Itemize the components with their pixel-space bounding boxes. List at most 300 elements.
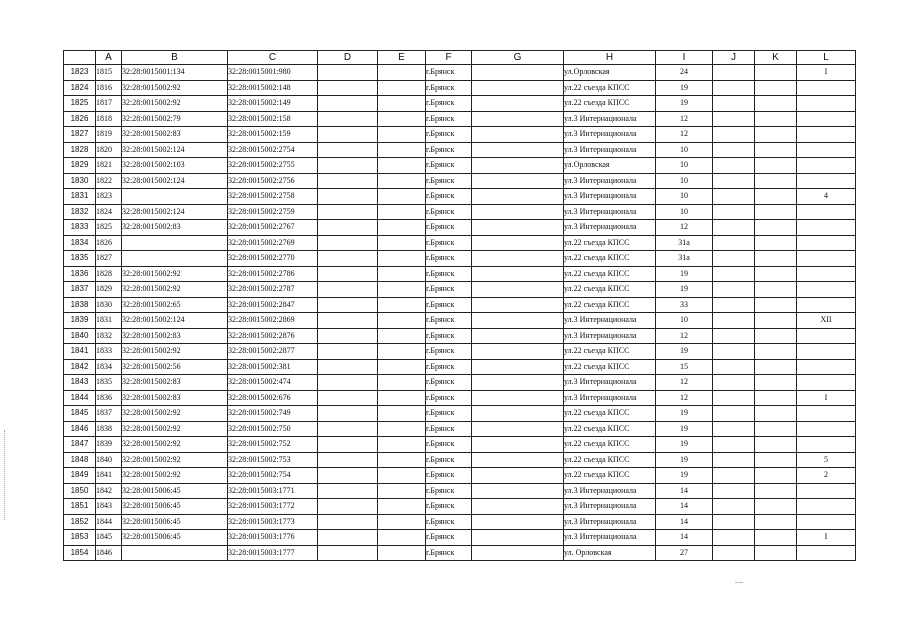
cell-l[interactable]: 5 (797, 452, 856, 468)
cell-d[interactable] (318, 297, 378, 313)
cell-i[interactable]: 10 (656, 313, 713, 329)
column-header-b[interactable]: B (122, 51, 228, 65)
cell-b[interactable]: 32:28:0015002:92 (122, 266, 228, 282)
cell-f[interactable]: г.Брянск (426, 235, 472, 251)
row-number[interactable]: 1839 (64, 313, 96, 329)
cell-a[interactable]: 1833 (96, 344, 122, 360)
cell-b[interactable]: 32:28:0015006:45 (122, 514, 228, 530)
cell-k[interactable] (755, 390, 797, 406)
cell-l[interactable] (797, 251, 856, 267)
cell-c[interactable]: 32:28:0015002:2847 (228, 297, 318, 313)
cell-a[interactable]: 1845 (96, 530, 122, 546)
cell-l[interactable] (797, 173, 856, 189)
cell-b[interactable]: 32:28:0015001:134 (122, 65, 228, 81)
cell-j[interactable] (713, 421, 755, 437)
cell-g[interactable] (472, 173, 564, 189)
cell-k[interactable] (755, 297, 797, 313)
row-number[interactable]: 1833 (64, 220, 96, 236)
cell-i[interactable]: 19 (656, 452, 713, 468)
cell-e[interactable] (378, 142, 426, 158)
cell-h[interactable]: ул.Орловская (564, 158, 656, 174)
cell-c[interactable]: 32:28:0015002:2769 (228, 235, 318, 251)
cell-i[interactable]: 19 (656, 266, 713, 282)
cell-h[interactable]: ул.3 Интернационала (564, 142, 656, 158)
cell-f[interactable]: г.Брянск (426, 437, 472, 453)
row-number[interactable]: 1837 (64, 282, 96, 298)
cell-d[interactable] (318, 127, 378, 143)
cell-d[interactable] (318, 96, 378, 112)
cell-g[interactable] (472, 499, 564, 515)
cell-d[interactable] (318, 189, 378, 205)
cell-j[interactable] (713, 545, 755, 561)
cell-l[interactable] (797, 344, 856, 360)
cell-c[interactable]: 32:28:0015002:2758 (228, 189, 318, 205)
cell-b[interactable]: 32:28:0015002:92 (122, 96, 228, 112)
cell-j[interactable] (713, 468, 755, 484)
cell-f[interactable]: г.Брянск (426, 468, 472, 484)
cell-c[interactable]: 32:28:0015002:148 (228, 80, 318, 96)
cell-a[interactable]: 1824 (96, 204, 122, 220)
cell-a[interactable]: 1843 (96, 499, 122, 515)
cell-k[interactable] (755, 468, 797, 484)
cell-j[interactable] (713, 483, 755, 499)
cell-j[interactable] (713, 142, 755, 158)
cell-f[interactable]: г.Брянск (426, 406, 472, 422)
cell-e[interactable] (378, 390, 426, 406)
cell-h[interactable]: ул.3 Интернационала (564, 375, 656, 391)
cell-e[interactable] (378, 235, 426, 251)
cell-a[interactable]: 1819 (96, 127, 122, 143)
cell-g[interactable] (472, 406, 564, 422)
cell-e[interactable] (378, 406, 426, 422)
cell-c[interactable]: 32:28:0015002:749 (228, 406, 318, 422)
cell-b[interactable]: 32:28:0015006:45 (122, 483, 228, 499)
cell-e[interactable] (378, 545, 426, 561)
row-number[interactable]: 1845 (64, 406, 96, 422)
row-number[interactable]: 1841 (64, 344, 96, 360)
row-number[interactable]: 1843 (64, 375, 96, 391)
cell-g[interactable] (472, 251, 564, 267)
cell-j[interactable] (713, 282, 755, 298)
cell-b[interactable]: 32:28:0015002:124 (122, 173, 228, 189)
cell-g[interactable] (472, 468, 564, 484)
cell-k[interactable] (755, 452, 797, 468)
cell-g[interactable] (472, 344, 564, 360)
cell-h[interactable]: ул.3 Интернационала (564, 530, 656, 546)
row-number[interactable]: 1829 (64, 158, 96, 174)
cell-d[interactable] (318, 220, 378, 236)
cell-k[interactable] (755, 127, 797, 143)
cell-f[interactable]: г.Брянск (426, 483, 472, 499)
cell-f[interactable]: г.Брянск (426, 390, 472, 406)
cell-b[interactable]: 32:28:0015006:45 (122, 530, 228, 546)
cell-g[interactable] (472, 235, 564, 251)
cell-h[interactable]: ул.3 Интернационала (564, 189, 656, 205)
cell-j[interactable] (713, 499, 755, 515)
cell-h[interactable]: ул.22 съезда КПСС (564, 266, 656, 282)
cell-h[interactable]: ул.22 съезда КПСС (564, 297, 656, 313)
cell-i[interactable]: 19 (656, 96, 713, 112)
cell-k[interactable] (755, 282, 797, 298)
cell-l[interactable]: 2 (797, 468, 856, 484)
cell-k[interactable] (755, 499, 797, 515)
cell-k[interactable] (755, 344, 797, 360)
cell-h[interactable]: ул.22 съезда КПСС (564, 344, 656, 360)
cell-h[interactable]: ул.3 Интернационала (564, 499, 656, 515)
cell-b[interactable]: 32:28:0015002:92 (122, 344, 228, 360)
cell-l[interactable] (797, 499, 856, 515)
cell-j[interactable] (713, 251, 755, 267)
cell-f[interactable]: г.Брянск (426, 220, 472, 236)
cell-h[interactable]: ул.3 Интернационала (564, 483, 656, 499)
cell-i[interactable]: 31а (656, 251, 713, 267)
cell-i[interactable]: 10 (656, 158, 713, 174)
cell-g[interactable] (472, 282, 564, 298)
cell-j[interactable] (713, 65, 755, 81)
cell-e[interactable] (378, 204, 426, 220)
cell-g[interactable] (472, 375, 564, 391)
column-header-k[interactable]: K (755, 51, 797, 65)
cell-d[interactable] (318, 483, 378, 499)
cell-i[interactable]: 10 (656, 189, 713, 205)
cell-c[interactable]: 32:28:0015002:2754 (228, 142, 318, 158)
cell-i[interactable]: 10 (656, 142, 713, 158)
row-number[interactable]: 1854 (64, 545, 96, 561)
cell-j[interactable] (713, 297, 755, 313)
cell-i[interactable]: 12 (656, 111, 713, 127)
cell-a[interactable]: 1828 (96, 266, 122, 282)
cell-l[interactable] (797, 437, 856, 453)
cell-e[interactable] (378, 80, 426, 96)
cell-f[interactable]: г.Брянск (426, 96, 472, 112)
cell-k[interactable] (755, 220, 797, 236)
cell-h[interactable]: ул.3 Интернационала (564, 390, 656, 406)
row-number[interactable]: 1846 (64, 421, 96, 437)
cell-f[interactable]: г.Брянск (426, 204, 472, 220)
cell-k[interactable] (755, 359, 797, 375)
cell-c[interactable]: 32:28:0015002:752 (228, 437, 318, 453)
cell-l[interactable] (797, 406, 856, 422)
cell-b[interactable]: 32:28:0015002:65 (122, 297, 228, 313)
cell-h[interactable]: ул.3 Интернационала (564, 173, 656, 189)
row-number[interactable]: 1853 (64, 530, 96, 546)
cell-e[interactable] (378, 251, 426, 267)
cell-a[interactable]: 1815 (96, 65, 122, 81)
cell-a[interactable]: 1823 (96, 189, 122, 205)
cell-k[interactable] (755, 251, 797, 267)
cell-b[interactable]: 32:28:0015002:83 (122, 127, 228, 143)
cell-f[interactable]: г.Брянск (426, 127, 472, 143)
cell-a[interactable]: 1826 (96, 235, 122, 251)
cell-f[interactable]: г.Брянск (426, 514, 472, 530)
cell-k[interactable] (755, 514, 797, 530)
cell-d[interactable] (318, 313, 378, 329)
cell-h[interactable]: ул.3 Интернационала (564, 313, 656, 329)
row-number[interactable]: 1849 (64, 468, 96, 484)
cell-c[interactable]: 32:28:0015002:2767 (228, 220, 318, 236)
cell-e[interactable] (378, 158, 426, 174)
cell-l[interactable]: XII (797, 313, 856, 329)
row-number[interactable]: 1834 (64, 235, 96, 251)
cell-l[interactable] (797, 359, 856, 375)
row-number[interactable]: 1835 (64, 251, 96, 267)
cell-i[interactable]: 33 (656, 297, 713, 313)
row-number[interactable]: 1838 (64, 297, 96, 313)
cell-e[interactable] (378, 96, 426, 112)
cell-i[interactable]: 19 (656, 406, 713, 422)
cell-f[interactable]: г.Брянск (426, 375, 472, 391)
cell-i[interactable]: 14 (656, 530, 713, 546)
cell-i[interactable]: 19 (656, 468, 713, 484)
cell-l[interactable] (797, 282, 856, 298)
cell-d[interactable] (318, 204, 378, 220)
cell-d[interactable] (318, 452, 378, 468)
cell-f[interactable]: г.Брянск (426, 344, 472, 360)
cell-e[interactable] (378, 220, 426, 236)
cell-i[interactable]: 31а (656, 235, 713, 251)
row-number[interactable]: 1830 (64, 173, 96, 189)
cell-g[interactable] (472, 111, 564, 127)
cell-c[interactable]: 32:28:0015002:754 (228, 468, 318, 484)
cell-i[interactable]: 10 (656, 173, 713, 189)
cell-l[interactable]: I (797, 530, 856, 546)
cell-j[interactable] (713, 328, 755, 344)
row-number[interactable]: 1831 (64, 189, 96, 205)
cell-b[interactable]: 32:28:0015002:83 (122, 328, 228, 344)
cell-e[interactable] (378, 111, 426, 127)
cell-j[interactable] (713, 173, 755, 189)
cell-j[interactable] (713, 375, 755, 391)
cell-d[interactable] (318, 530, 378, 546)
cell-h[interactable]: ул.22 съезда КПСС (564, 235, 656, 251)
row-number[interactable]: 1824 (64, 80, 96, 96)
cell-f[interactable]: г.Брянск (426, 65, 472, 81)
cell-f[interactable]: г.Брянск (426, 499, 472, 515)
cell-f[interactable]: г.Брянск (426, 452, 472, 468)
cell-g[interactable] (472, 80, 564, 96)
cell-d[interactable] (318, 468, 378, 484)
cell-a[interactable]: 1844 (96, 514, 122, 530)
cell-k[interactable] (755, 545, 797, 561)
cell-a[interactable]: 1832 (96, 328, 122, 344)
cell-j[interactable] (713, 359, 755, 375)
cell-l[interactable] (797, 204, 856, 220)
cell-g[interactable] (472, 437, 564, 453)
cell-e[interactable] (378, 328, 426, 344)
cell-a[interactable]: 1822 (96, 173, 122, 189)
cell-e[interactable] (378, 514, 426, 530)
cell-b[interactable] (122, 251, 228, 267)
cell-c[interactable]: 32:28:0015002:2869 (228, 313, 318, 329)
cell-h[interactable]: ул.3 Интернационала (564, 127, 656, 143)
cell-d[interactable] (318, 437, 378, 453)
cell-e[interactable] (378, 282, 426, 298)
cell-b[interactable]: 32:28:0015002:92 (122, 421, 228, 437)
cell-l[interactable] (797, 266, 856, 282)
cell-l[interactable] (797, 545, 856, 561)
row-number[interactable]: 1842 (64, 359, 96, 375)
cell-e[interactable] (378, 499, 426, 515)
cell-b[interactable]: 32:28:0015002:92 (122, 452, 228, 468)
cell-b[interactable] (122, 235, 228, 251)
cell-b[interactable]: 32:28:0015006:45 (122, 499, 228, 515)
cell-i[interactable]: 19 (656, 282, 713, 298)
cell-a[interactable]: 1846 (96, 545, 122, 561)
corner-cell[interactable] (64, 51, 96, 65)
cell-j[interactable] (713, 406, 755, 422)
cell-f[interactable]: г.Брянск (426, 282, 472, 298)
cell-g[interactable] (472, 313, 564, 329)
cell-l[interactable] (797, 96, 856, 112)
cell-b[interactable]: 32:28:0015002:124 (122, 142, 228, 158)
cell-f[interactable]: г.Брянск (426, 545, 472, 561)
cell-b[interactable]: 32:28:0015002:83 (122, 375, 228, 391)
cell-a[interactable]: 1837 (96, 406, 122, 422)
cell-b[interactable]: 32:28:0015002:92 (122, 282, 228, 298)
cell-k[interactable] (755, 111, 797, 127)
cell-h[interactable]: ул.22 съезда КПСС (564, 96, 656, 112)
row-number[interactable]: 1836 (64, 266, 96, 282)
cell-h[interactable]: ул.22 съезда КПСС (564, 452, 656, 468)
cell-b[interactable] (122, 189, 228, 205)
cell-j[interactable] (713, 80, 755, 96)
column-header-a[interactable]: A (96, 51, 122, 65)
cell-k[interactable] (755, 173, 797, 189)
cell-c[interactable]: 32:28:0015003:1776 (228, 530, 318, 546)
cell-j[interactable] (713, 266, 755, 282)
cell-b[interactable]: 32:28:0015002:124 (122, 313, 228, 329)
cell-h[interactable]: ул.22 съезда КПСС (564, 251, 656, 267)
cell-j[interactable] (713, 344, 755, 360)
cell-d[interactable] (318, 142, 378, 158)
cell-j[interactable] (713, 220, 755, 236)
cell-f[interactable]: г.Брянск (426, 173, 472, 189)
cell-k[interactable] (755, 437, 797, 453)
cell-b[interactable]: 32:28:0015002:103 (122, 158, 228, 174)
cell-l[interactable] (797, 514, 856, 530)
cell-d[interactable] (318, 421, 378, 437)
row-number[interactable]: 1827 (64, 127, 96, 143)
cell-b[interactable]: 32:28:0015002:92 (122, 437, 228, 453)
cell-f[interactable]: г.Брянск (426, 111, 472, 127)
cell-j[interactable] (713, 158, 755, 174)
cell-a[interactable]: 1817 (96, 96, 122, 112)
cell-c[interactable]: 32:28:0015003:1771 (228, 483, 318, 499)
cell-d[interactable] (318, 251, 378, 267)
cell-k[interactable] (755, 80, 797, 96)
cell-g[interactable] (472, 158, 564, 174)
cell-i[interactable]: 15 (656, 359, 713, 375)
cell-a[interactable]: 1825 (96, 220, 122, 236)
cell-e[interactable] (378, 173, 426, 189)
cell-k[interactable] (755, 313, 797, 329)
cell-l[interactable] (797, 142, 856, 158)
cell-e[interactable] (378, 65, 426, 81)
cell-g[interactable] (472, 483, 564, 499)
cell-f[interactable]: г.Брянск (426, 297, 472, 313)
cell-f[interactable]: г.Брянск (426, 251, 472, 267)
column-header-l[interactable]: L (797, 51, 856, 65)
cell-h[interactable]: ул.22 съезда КПСС (564, 437, 656, 453)
cell-c[interactable]: 32:28:0015003:1773 (228, 514, 318, 530)
cell-d[interactable] (318, 545, 378, 561)
cell-d[interactable] (318, 499, 378, 515)
cell-a[interactable]: 1820 (96, 142, 122, 158)
cell-i[interactable]: 12 (656, 127, 713, 143)
cell-d[interactable] (318, 266, 378, 282)
column-header-d[interactable]: D (318, 51, 378, 65)
cell-k[interactable] (755, 96, 797, 112)
cell-l[interactable] (797, 235, 856, 251)
cell-e[interactable] (378, 468, 426, 484)
cell-a[interactable]: 1836 (96, 390, 122, 406)
cell-c[interactable]: 32:28:0015002:2759 (228, 204, 318, 220)
cell-k[interactable] (755, 65, 797, 81)
cell-k[interactable] (755, 266, 797, 282)
cell-c[interactable]: 32:28:0015002:474 (228, 375, 318, 391)
cell-d[interactable] (318, 111, 378, 127)
cell-k[interactable] (755, 406, 797, 422)
cell-i[interactable]: 12 (656, 328, 713, 344)
cell-a[interactable]: 1834 (96, 359, 122, 375)
cell-e[interactable] (378, 452, 426, 468)
cell-c[interactable]: 32:28:0015002:2756 (228, 173, 318, 189)
cell-l[interactable] (797, 421, 856, 437)
cell-c[interactable]: 32:28:0015002:381 (228, 359, 318, 375)
cell-a[interactable]: 1827 (96, 251, 122, 267)
cell-j[interactable] (713, 189, 755, 205)
cell-h[interactable]: ул. Орловская (564, 545, 656, 561)
cell-g[interactable] (472, 328, 564, 344)
cell-k[interactable] (755, 235, 797, 251)
cell-d[interactable] (318, 328, 378, 344)
cell-f[interactable]: г.Брянск (426, 80, 472, 96)
cell-i[interactable]: 12 (656, 375, 713, 391)
cell-j[interactable] (713, 452, 755, 468)
cell-i[interactable]: 14 (656, 514, 713, 530)
cell-l[interactable] (797, 158, 856, 174)
cell-g[interactable] (472, 452, 564, 468)
cell-g[interactable] (472, 127, 564, 143)
cell-l[interactable] (797, 220, 856, 236)
cell-g[interactable] (472, 359, 564, 375)
cell-j[interactable] (713, 111, 755, 127)
cell-h[interactable]: ул.3 Интернационала (564, 204, 656, 220)
cell-b[interactable] (122, 545, 228, 561)
cell-g[interactable] (472, 204, 564, 220)
cell-c[interactable]: 32:28:0015002:2786 (228, 266, 318, 282)
cell-b[interactable]: 32:28:0015002:92 (122, 80, 228, 96)
cell-b[interactable]: 32:28:0015002:83 (122, 220, 228, 236)
cell-c[interactable]: 32:28:0015002:159 (228, 127, 318, 143)
cell-c[interactable]: 32:28:0015003:1777 (228, 545, 318, 561)
cell-b[interactable]: 32:28:0015002:79 (122, 111, 228, 127)
cell-a[interactable]: 1821 (96, 158, 122, 174)
column-header-g[interactable]: G (472, 51, 564, 65)
cell-j[interactable] (713, 390, 755, 406)
cell-d[interactable] (318, 80, 378, 96)
cell-a[interactable]: 1841 (96, 468, 122, 484)
cell-h[interactable]: ул.22 съезда КПСС (564, 406, 656, 422)
column-header-e[interactable]: E (378, 51, 426, 65)
cell-d[interactable] (318, 65, 378, 81)
cell-i[interactable]: 27 (656, 545, 713, 561)
cell-a[interactable]: 1816 (96, 80, 122, 96)
row-number[interactable]: 1825 (64, 96, 96, 112)
cell-c[interactable]: 32:28:0015002:753 (228, 452, 318, 468)
cell-a[interactable]: 1842 (96, 483, 122, 499)
row-number[interactable]: 1832 (64, 204, 96, 220)
